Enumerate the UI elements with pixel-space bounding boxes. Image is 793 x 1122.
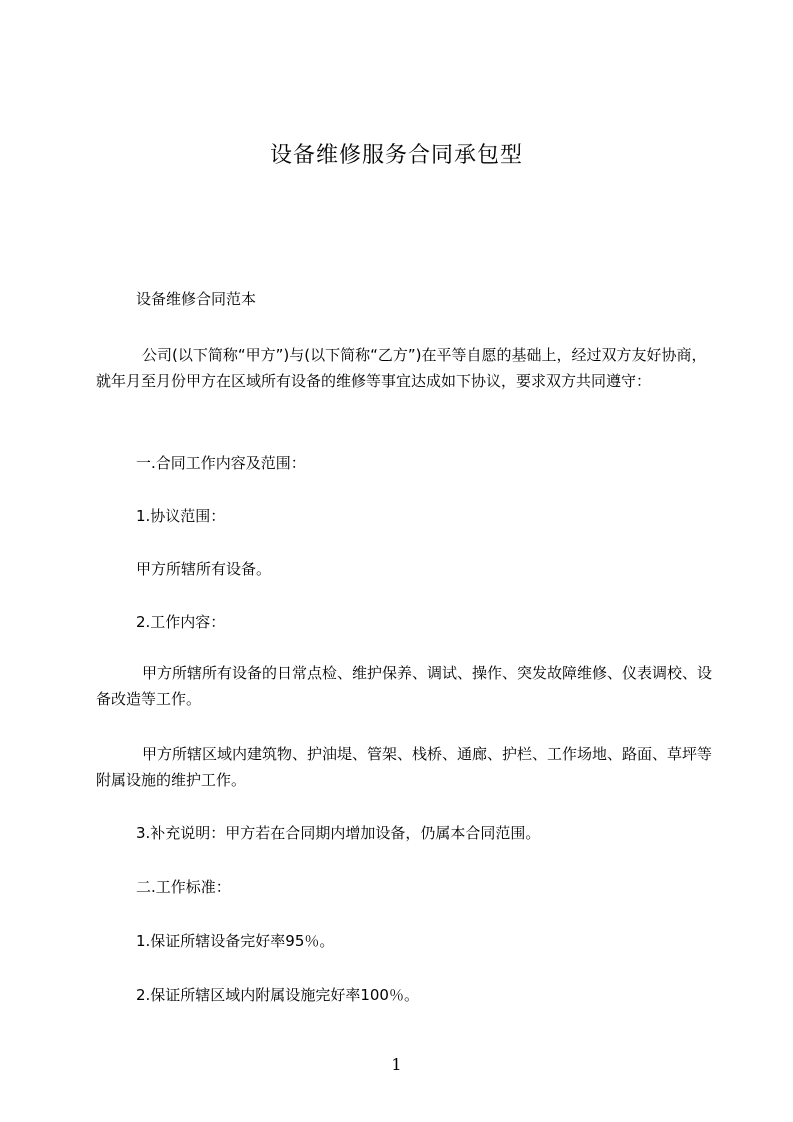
section-heading-2: 二.工作标准： — [136, 878, 231, 896]
page-number: 1 — [391, 1055, 402, 1074]
standard-item-2: 2.保证所辖区域内附属设施完好率100％。 — [136, 986, 419, 1004]
item-scope-text: 甲方所辖所有设备。 — [136, 560, 272, 578]
item-work-text-2: 甲方所辖区域内建筑物、护油堤、管架、栈桥、通廊、护栏、工作场地、路面、草坪等附属设施的维护工作。 — [96, 745, 713, 789]
item-supplement: 3.补充说明：甲方若在合同期内增加设备，仍属本合同范围。 — [136, 824, 541, 842]
standard-item-1: 1.保证所辖设备完好率95％。 — [136, 932, 335, 950]
paragraph-subtitle: 设备维修合同范本 — [136, 290, 257, 308]
section-heading-1: 一.合同工作内容及范围： — [136, 454, 306, 472]
item-scope-heading: 1.协议范围： — [136, 507, 226, 525]
paragraph-intro: 公司(以下简称“甲方”)与(以下简称“乙方”)在平等自愿的基础上，经过双方友好协商，就年月至月份甲方在区域所有设备的维修等事宜达成如下协议，要求双方共同遵守： — [96, 346, 707, 390]
document-title: 设备维修服务合同承包型 — [269, 143, 523, 168]
item-work-text-1: 甲方所辖所有设备的日常点检、维护保养、调试、操作、突发故障维修、仪表调校、设备改造等工作。 — [96, 664, 713, 708]
item-work-heading: 2.工作内容： — [136, 613, 226, 631]
